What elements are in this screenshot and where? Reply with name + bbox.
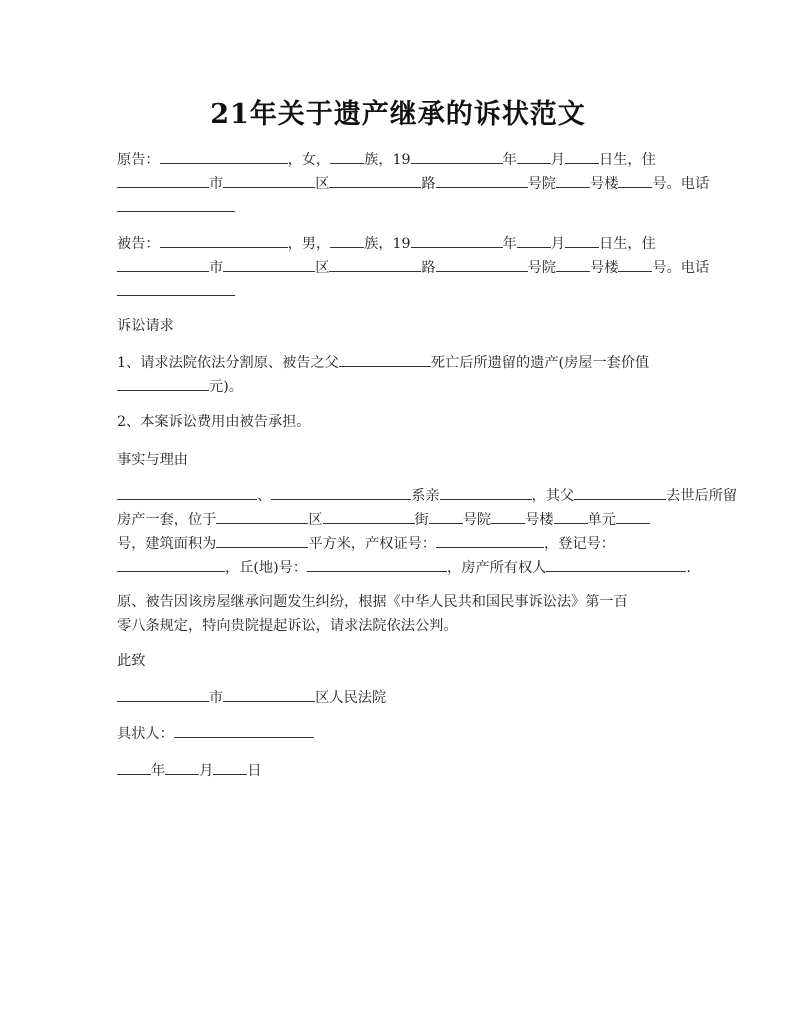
- blank-field: [436, 173, 528, 188]
- blank-field: [411, 149, 503, 164]
- blank-field: [216, 509, 308, 524]
- facts-text: ，其父: [531, 488, 575, 504]
- blank-field: [556, 257, 590, 272]
- plaintiff-yard: 号院: [527, 176, 556, 192]
- facts-text: 房产一套，位于: [117, 512, 217, 528]
- facts-text: 号院: [462, 512, 492, 528]
- defendant-ethnic: 族，19: [364, 236, 411, 252]
- closing-month: 月: [199, 763, 214, 779]
- plaintiff-city: 市: [209, 176, 224, 192]
- blank-field: [117, 557, 225, 572]
- plaintiff-birth: 日生，住: [599, 152, 656, 168]
- facts-text: .: [686, 560, 691, 576]
- blank-field: [223, 687, 315, 702]
- blank-field: [517, 149, 551, 164]
- blank-field: [307, 557, 447, 572]
- facts-text: 号，建筑面积为: [117, 536, 217, 552]
- blank-field: [117, 760, 151, 775]
- closing-signer: [117, 722, 687, 746]
- defendant-road: 路: [421, 260, 436, 276]
- plaintiff-building: 号楼: [590, 176, 619, 192]
- closing-to: 此致: [117, 653, 146, 669]
- facts-body: [117, 484, 738, 580]
- blank-field: [556, 173, 590, 188]
- facts-heading: 事实与理由: [117, 452, 188, 468]
- blank-field: [565, 233, 599, 248]
- facts-separator: 、: [257, 488, 272, 504]
- facts-text: 去世后所留: [666, 488, 738, 504]
- closing-date: [117, 759, 687, 783]
- blank-field: [271, 485, 411, 500]
- facts-text: ，登记号：: [544, 536, 615, 552]
- blank-field: [117, 173, 209, 188]
- plaintiff-ethnic: 族，19: [364, 152, 411, 168]
- blank-field: [618, 173, 652, 188]
- blank-field: [165, 760, 199, 775]
- blank-field: [554, 509, 588, 524]
- facts-reason: [117, 590, 687, 638]
- closing-year: 年: [151, 763, 166, 779]
- blank-field: [411, 233, 503, 248]
- blank-field: [330, 149, 364, 164]
- claim-item-1-text-c: 元)。: [209, 379, 243, 395]
- blank-field: [323, 509, 415, 524]
- blank-field: [546, 557, 686, 572]
- blank-field: [565, 149, 599, 164]
- document-title: 21年关于遗产继承的诉状范文: [210, 99, 586, 130]
- blank-field: [117, 376, 209, 391]
- blank-field: [117, 485, 257, 500]
- defendant-section: [117, 232, 710, 304]
- blank-field: [618, 257, 652, 272]
- blank-field: [429, 509, 463, 524]
- defendant-month: 月: [550, 236, 565, 252]
- plaintiff-phone: 号。电话: [652, 176, 710, 192]
- claims-heading: 诉讼请求: [117, 318, 174, 334]
- blank-field: [330, 233, 364, 248]
- blank-field: [223, 257, 315, 272]
- defendant-phone: 号。电话: [652, 260, 710, 276]
- blank-field: [117, 281, 235, 296]
- facts-text: 单元: [587, 512, 616, 528]
- defendant-birth: 日生，住: [599, 236, 656, 252]
- facts-text: 平方米，产权证号：: [308, 536, 437, 552]
- blank-field: [436, 533, 544, 548]
- defendant-label: 被告：: [117, 236, 160, 252]
- blank-field: [339, 352, 431, 367]
- blank-field: [223, 173, 315, 188]
- plaintiff-sex: ，女，: [287, 152, 331, 168]
- facts-text: 号楼: [525, 512, 554, 528]
- facts-text: 街: [414, 512, 429, 528]
- blank-field: [216, 533, 308, 548]
- claim-item-1-text-b: 死亡后所遗留的遗产(房屋一套价值: [430, 355, 650, 371]
- claim-item-1: [117, 351, 687, 399]
- plaintiff-section: [117, 148, 710, 220]
- closing-court: [117, 686, 687, 710]
- blank-field: [616, 509, 650, 524]
- facts-reason-line-2: 零八条规定，特向贵院提起诉讼，请求法院依法公判。: [117, 618, 458, 634]
- defendant-yard: 号院: [527, 260, 556, 276]
- closing-signer-label: 具状人：: [117, 726, 174, 742]
- plaintiff-road: 路: [421, 176, 436, 192]
- claim-item-2: 2、本案诉讼费用由被告承担。: [117, 414, 311, 430]
- closing-court-name: 区人民法院: [315, 690, 387, 706]
- blank-field: [436, 257, 528, 272]
- blank-field: [174, 723, 314, 738]
- closing-day: 日: [247, 763, 262, 779]
- plaintiff-district: 区: [315, 176, 330, 192]
- blank-field: [440, 485, 532, 500]
- blank-field: [574, 485, 666, 500]
- blank-field: [117, 257, 209, 272]
- defendant-city: 市: [209, 260, 224, 276]
- facts-reason-line-1: 原、被告因该房屋继承问题发生纠纷，根据《中华人民共和国民事诉讼法》第一百: [117, 594, 628, 610]
- defendant-year: 年: [502, 236, 517, 252]
- defendant-sex: ，男，: [287, 236, 331, 252]
- blank-field: [329, 173, 421, 188]
- defendant-district: 区: [315, 260, 330, 276]
- claim-item-1-text-a: 1、请求法院依法分割原、被告之父: [117, 355, 339, 371]
- blank-field: [329, 257, 421, 272]
- facts-text: ，丘(地)号：: [225, 560, 308, 576]
- blank-field: [117, 687, 209, 702]
- blank-field: [160, 149, 288, 164]
- plaintiff-month: 月: [550, 152, 565, 168]
- blank-field: [117, 197, 235, 212]
- blank-field: [491, 509, 525, 524]
- facts-text: ，房产所有权人: [447, 560, 547, 576]
- blank-field: [213, 760, 247, 775]
- plaintiff-label: 原告：: [117, 152, 160, 168]
- closing-city: 市: [209, 690, 224, 706]
- facts-text: 系亲: [411, 488, 440, 504]
- defendant-building: 号楼: [590, 260, 619, 276]
- blank-field: [517, 233, 551, 248]
- blank-field: [160, 233, 288, 248]
- plaintiff-year: 年: [502, 152, 517, 168]
- facts-text: 区: [308, 512, 323, 528]
